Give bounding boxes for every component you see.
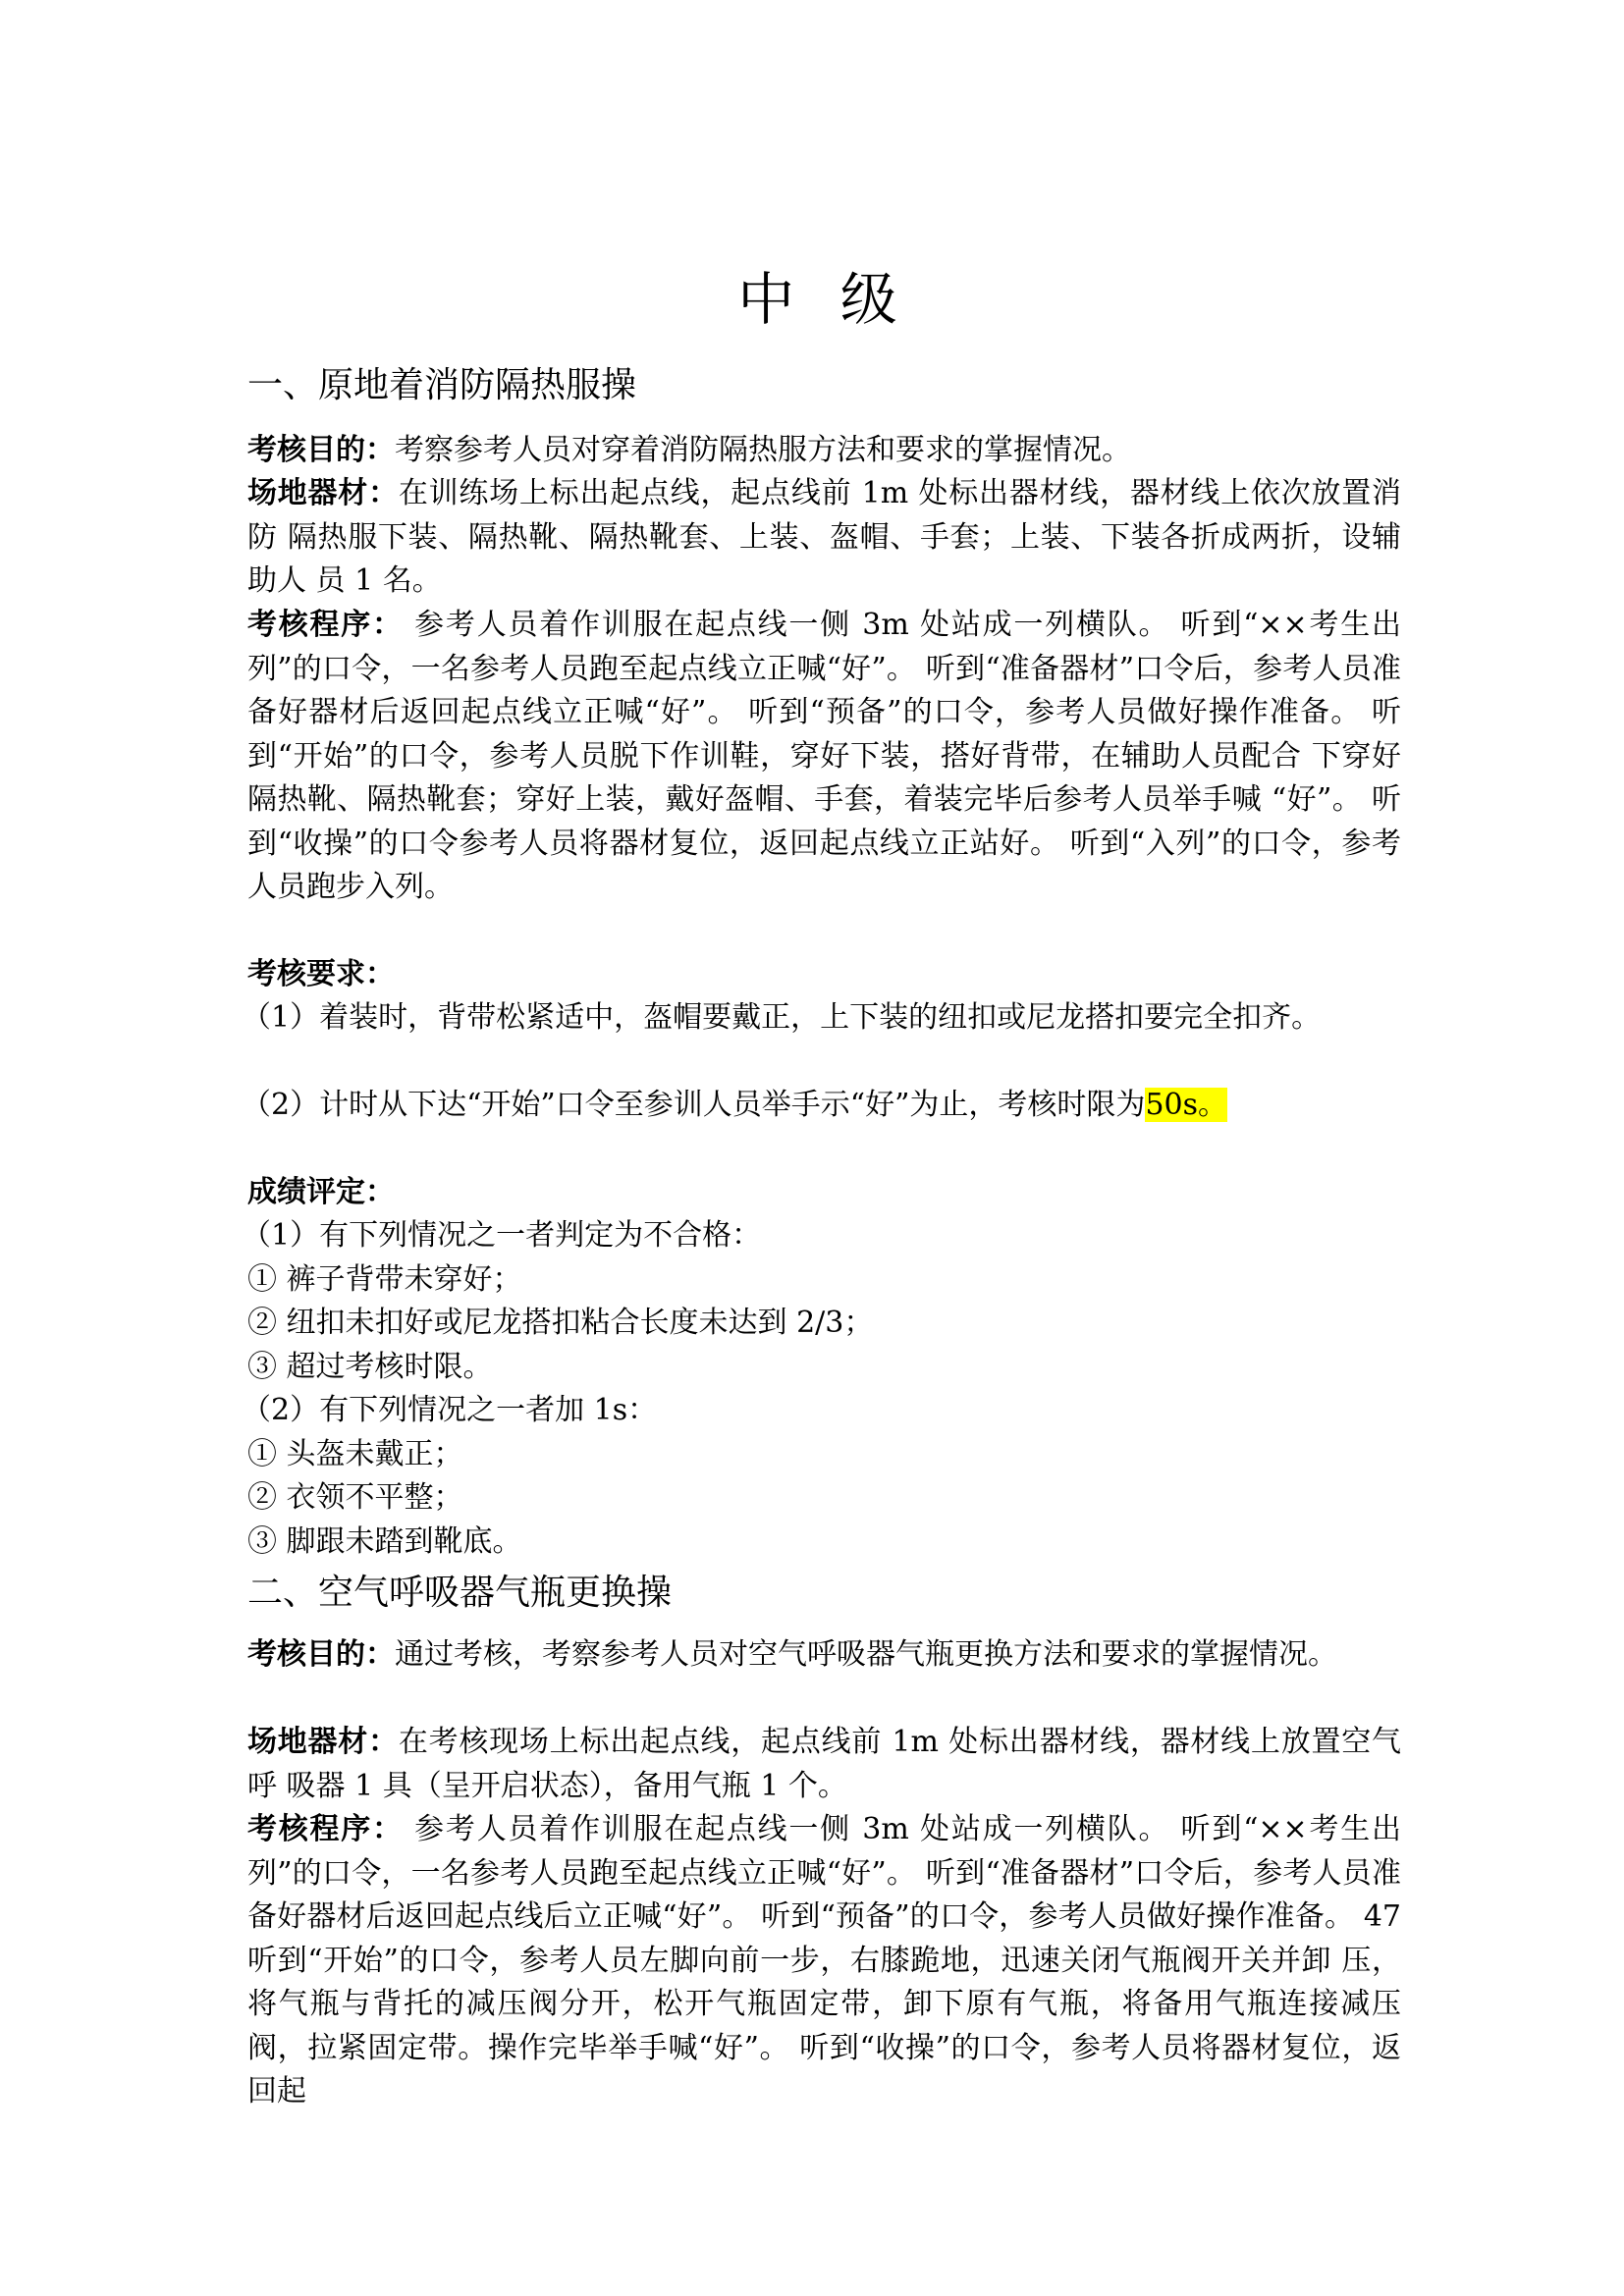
s1-purpose-text: 考察参考人员对穿着消防隔热服方法和要求的掌握情况。 — [395, 433, 1131, 467]
s1-requirement-2-text: （2）计时从下达“开始”口令至参训人员举手示“好”为止，考核时限为 — [242, 1088, 1146, 1122]
s2-equipment-label: 场地器材： — [247, 1725, 399, 1759]
s2-purpose-label: 考核目的： — [247, 1637, 395, 1672]
s2-procedure-label: 考核程序： — [247, 1812, 404, 1846]
s1-equipment — [247, 472, 1401, 604]
s2-equipment-text: 在考核现场上标出起点线，起点线前 1m 处标出器材线，器材线上放置空气呼 吸器 1 具（呈开启状态），备用气瓶 1 个。 — [247, 1725, 1402, 1803]
document-title: 中 级 — [737, 266, 911, 333]
section-heading-2: 二、空气呼吸器气瓶更换操 — [247, 1573, 673, 1613]
s1-grading-line: ③ 超过考核时限。 — [247, 1350, 493, 1384]
document-page — [242, 0, 1402, 2296]
s1-grading-line: ① 裤子背带未穿好； — [247, 1262, 522, 1297]
section-heading-1: 一、原地着消防隔热服操 — [247, 365, 637, 405]
s1-equipment-text: 在训练场上标出起点线，起点线前 1m 处标出器材线，器材线上依次放置消防 隔热服下装、隔热靴、隔热靴套、上装、盔帽、手套；上装、下装各折成两折，设辅助人 员 1 名。 — [247, 476, 1402, 598]
s1-requirements-label: 考核要求： — [247, 957, 395, 991]
s2-equipment — [247, 1721, 1401, 1808]
s1-grading-label: 成绩评定： — [247, 1175, 395, 1209]
s1-purpose — [247, 429, 1401, 473]
s1-grading-line: ③ 脚跟未踏到靴底。 — [247, 1524, 522, 1559]
s1-grading-line: （2）有下列情况之一者加 1s： — [242, 1393, 658, 1427]
s1-requirement-2 — [242, 1084, 1380, 1128]
s1-grading-line: ① 头盔未戴正； — [247, 1437, 463, 1471]
s1-procedure-text: 参考人员着作训服在起点线一侧 3m 处站成一列横队。 听到“××考生出列”的口令，一名参考人员跑至起点线立正喊“好”。 听到“准备器材”口令后，参考人员准备好器材后返回起点线立正喊“好”。 听到“预备”的口令，参考人员做好操作准备。 听到“开始”的口令，参考人员脱下作训鞋，穿好下装，搭好背带，在辅助人员配合 下穿好隔热靴、隔热靴套；穿好上装，戴好盔帽、手套，着装完毕后参考人员举手喊 “好”。 听到“收操”的口令参考人员将器材复位，返回起点线立正站好。 听到“入列”的口令，参考人员跑步入列。 — [247, 608, 1402, 904]
s1-procedure — [247, 604, 1401, 910]
s1-purpose-label: 考核目的： — [247, 433, 395, 467]
s2-purpose — [247, 1633, 1401, 1678]
s1-grading-line: ② 纽扣未扣好或尼龙搭扣粘合长度未达到 2/3； — [247, 1306, 874, 1340]
s1-requirement-2-highlight: 50s。 — [1145, 1088, 1228, 1122]
s2-procedure-text: 参考人员着作训服在起点线一侧 3m 处站成一列横队。 听到“××考生出列”的口令，一名参考人员跑至起点线立正喊“好”。 听到“准备器材”口令后，参考人员准备好器材后返回起点线后立正喊“好”。 听到“预备”的口令，参考人员做好操作准备。 47 听到“开始”的口令，参考人员左脚向前一步，右膝跪地，迅速关闭气瓶阀开关并卸 压，将气瓶与背托的减压阀分开，松开气瓶固定带，卸下原有气瓶，将备用气瓶连接减压 阀，拉紧固定带。操作完毕举手喊“好”。 听到“收操”的口令，参考人员将器材复位，返回起 — [247, 1812, 1402, 2109]
s1-requirement-1: （1）着装时，背带松紧适中，盔帽要戴正，上下装的纽扣或尼龙搭扣要完全扣齐。 — [242, 1000, 1322, 1035]
s1-grading-line: ② 衣领不平整； — [247, 1480, 463, 1515]
s1-equipment-label: 场地器材： — [247, 476, 399, 510]
s1-grading-line: （1）有下列情况之一者判定为不合格： — [242, 1218, 762, 1253]
s1-procedure-label: 考核程序： — [247, 608, 404, 642]
s2-purpose-text: 通过考核，考察参考人员对空气呼吸器气瓶更换方法和要求的掌握情况。 — [395, 1637, 1337, 1672]
s2-procedure — [247, 1808, 1401, 2114]
